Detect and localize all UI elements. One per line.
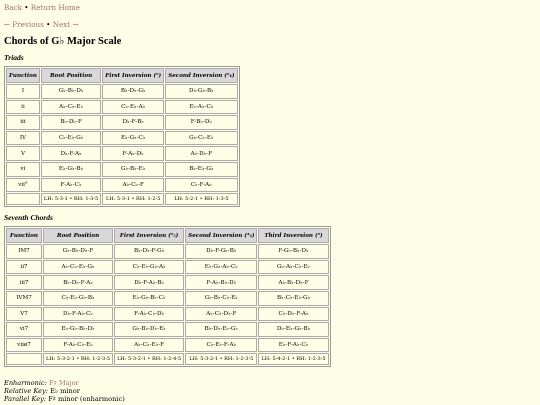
cell-chord: A♭-C♭-E♭-F	[114, 338, 184, 353]
cell-function: vi7	[6, 322, 42, 337]
cell-chord: D♭-F-A♭-C♭	[43, 307, 113, 322]
parallel-key-label: Parallel Key:	[4, 395, 47, 404]
enharmonic-label: Enharmonic:	[4, 379, 47, 388]
cell-function: ii7	[6, 260, 42, 275]
cell-chord: F-A♭-C♭	[41, 178, 101, 193]
cell-chord: E♭-G♭-B♭	[41, 162, 101, 177]
cell-chord: A♭-D♭-F	[165, 146, 237, 161]
relative-key-line	[4, 387, 536, 395]
cell-fingering: LH: 5-3-1 • RH: 1-3-5	[41, 193, 101, 205]
table-row	[6, 146, 238, 161]
cell-chord: A♭-C♭-E♭	[41, 100, 101, 115]
cell-chord: F-B♭-D♭	[165, 115, 237, 130]
cell-function: IVM7	[6, 291, 42, 306]
cell-function: ii	[6, 100, 40, 115]
table-row	[6, 131, 238, 146]
table-row	[6, 338, 329, 353]
triads-heading: Triads	[4, 53, 24, 62]
cell-chord: C♭-E♭-G♭-B♭	[43, 291, 113, 306]
cell-function: vi	[6, 162, 40, 177]
table-header-row	[6, 228, 329, 243]
header-third-inversion: Third Inversion (²)	[258, 228, 328, 243]
cell-chord: G♭-B♭-D♭-E♭	[114, 322, 184, 337]
parallel-key-line	[4, 395, 536, 403]
next-link[interactable]: Next →	[52, 20, 79, 29]
cell-chord: A♭-C♭-F	[102, 178, 164, 193]
cell-chord: G♭-B♭-D♭-F	[43, 244, 113, 259]
fingering-row	[6, 193, 238, 205]
table-header-row	[6, 68, 238, 83]
cell-chord: D♭-F-A♭-B♭	[114, 275, 184, 290]
cell-chord: D♭-G♭-B♭	[165, 84, 237, 99]
header-first-inversion: First Inversion (⁶₅)	[114, 228, 184, 243]
cell-chord: E♭-G♭-A♭-C♭	[185, 260, 257, 275]
fingering-row	[6, 353, 329, 365]
cell-chord: A♭-C♭-D♭-F	[185, 307, 257, 322]
cell-chord: C♭-D♭-F-A♭	[258, 307, 328, 322]
cell-chord: E♭-G♭-B♭-C♭	[114, 291, 184, 306]
table-row	[6, 178, 238, 193]
cell-chord: G♭-B♭-D♭	[41, 84, 101, 99]
cell-function: I	[6, 84, 40, 99]
cell-chord: E♭-G♭-B♭-D♭	[43, 322, 113, 337]
page-title: Chords of G♭ Major Scale	[4, 36, 122, 47]
table-row	[6, 260, 329, 275]
table-row	[6, 322, 329, 337]
cell-chord: D♭-F-A♭	[41, 146, 101, 161]
cell-chord: C♭-E♭-F-A♭	[185, 338, 257, 353]
cell-function: V	[6, 146, 40, 161]
header-function: Function	[6, 228, 42, 243]
cell-chord: B♭-E♭-G♭	[165, 162, 237, 177]
cell-chord: G♭-A♭-C♭-E♭	[258, 260, 328, 275]
header-second-inversion: Second Inversion (⁴₃)	[185, 228, 257, 243]
table-row	[6, 84, 238, 99]
table-row	[6, 307, 329, 322]
cell-chord: B♭-D♭-F	[41, 115, 101, 130]
cell-fingering: LH: 5-2-1 • RH: 1-3-5	[165, 193, 237, 205]
cell-function: iii7	[6, 275, 42, 290]
cell-function: iii	[6, 115, 40, 130]
cell-chord: F-A♭-D♭	[102, 146, 164, 161]
nav-separator: •	[24, 3, 29, 12]
header-root-position: Root Position	[41, 68, 101, 83]
cell-chord: C♭-E♭-A♭	[102, 100, 164, 115]
cell-function: vii°	[6, 178, 40, 193]
cell-chord: B♭-D♭-F-A♭	[43, 275, 113, 290]
cell-fingering: LH: 5-3-2-1 • RH: 1-2-3-5	[185, 353, 257, 365]
cell-fingering: LH: 5-3-2-1 • RH: 1-2-3-5	[43, 353, 113, 365]
table-row	[6, 275, 329, 290]
cell-chord: F-A♭-B♭-D♭	[185, 275, 257, 290]
cell-chord: E♭-A♭-C♭	[165, 100, 237, 115]
relative-key-label: Relative Key:	[4, 387, 48, 396]
cell-function: viiø7	[6, 338, 42, 353]
cell-chord: C♭-F-A♭	[165, 178, 237, 193]
cell-chord: B♭-D♭-E♭-G♭	[185, 322, 257, 337]
table-row	[6, 100, 238, 115]
header-root-position: Root Position	[43, 228, 113, 243]
cell-fingering: LH: 5-3-1 • RH: 1-2-5	[102, 193, 164, 205]
cell-fingering: LH: 5-4-2-1 • RH: 1-2-3-5	[258, 353, 328, 365]
cell-fingering	[6, 193, 40, 205]
nav-separator: •	[46, 20, 51, 29]
cell-chord: E♭-F-A♭-C♭	[258, 338, 328, 353]
triads-table	[4, 66, 240, 207]
cell-fingering	[6, 353, 42, 365]
cell-chord: G♭-B♭-E♭	[102, 162, 164, 177]
pager-nav	[4, 20, 536, 29]
return-home-link[interactable]: Return Home	[30, 3, 80, 12]
cell-chord: C♭-E♭-G♭	[41, 131, 101, 146]
table-row	[6, 291, 329, 306]
cell-chord: B♭-C♭-E♭-G♭	[258, 291, 328, 306]
table-row	[6, 244, 329, 259]
cell-chord: A♭-C♭-E♭-G♭	[43, 260, 113, 275]
cell-function: IM7	[6, 244, 42, 259]
cell-chord: F-A♭-C♭-E♭	[43, 338, 113, 353]
cell-chord: A♭-B♭-D♭-F	[258, 275, 328, 290]
cell-chord: D♭-E♭-G♭-B♭	[258, 322, 328, 337]
cell-chord: B♭-D♭-F-G♭	[114, 244, 184, 259]
back-link[interactable]: Back	[4, 3, 22, 12]
enharmonic-line	[4, 379, 536, 387]
enharmonic-link[interactable]: F♯ Major	[49, 379, 79, 388]
seventh-chords-table	[4, 226, 331, 367]
table-row	[6, 162, 238, 177]
cell-chord: B♭-D♭-G♭	[102, 84, 164, 99]
cell-chord: D♭-F-B♭	[102, 115, 164, 130]
parallel-key-value: F♯ minor (enharmonic)	[48, 395, 125, 404]
cell-fingering: LH: 5-3-2-1 • RH: 1-2-4-5	[114, 353, 184, 365]
cell-chord: D♭-F-G♭-B♭	[185, 244, 257, 259]
cell-chord: E♭-G♭-C♭	[102, 131, 164, 146]
cell-function: V7	[6, 307, 42, 322]
key-relations	[4, 379, 536, 403]
cell-chord: C♭-E♭-G♭-A♭	[114, 260, 184, 275]
top-nav	[4, 3, 536, 12]
cell-chord: G♭-C♭-E♭	[165, 131, 237, 146]
relative-key-value: E♭ minor	[50, 387, 80, 396]
previous-link[interactable]: ← Previous	[4, 20, 44, 29]
header-second-inversion: Second Inversion (⁶₄)	[165, 68, 237, 83]
cell-chord: F-A♭-C♭-D♭	[114, 307, 184, 322]
cell-chord: G♭-B♭-C♭-E♭	[185, 291, 257, 306]
header-function: Function	[6, 68, 40, 83]
header-first-inversion: First Inversion (⁶)	[102, 68, 164, 83]
table-row	[6, 115, 238, 130]
cell-chord: F-G♭-B♭-D♭	[258, 244, 328, 259]
cell-function: IV	[6, 131, 40, 146]
seventh-chords-heading: Seventh Chords	[4, 213, 53, 223]
